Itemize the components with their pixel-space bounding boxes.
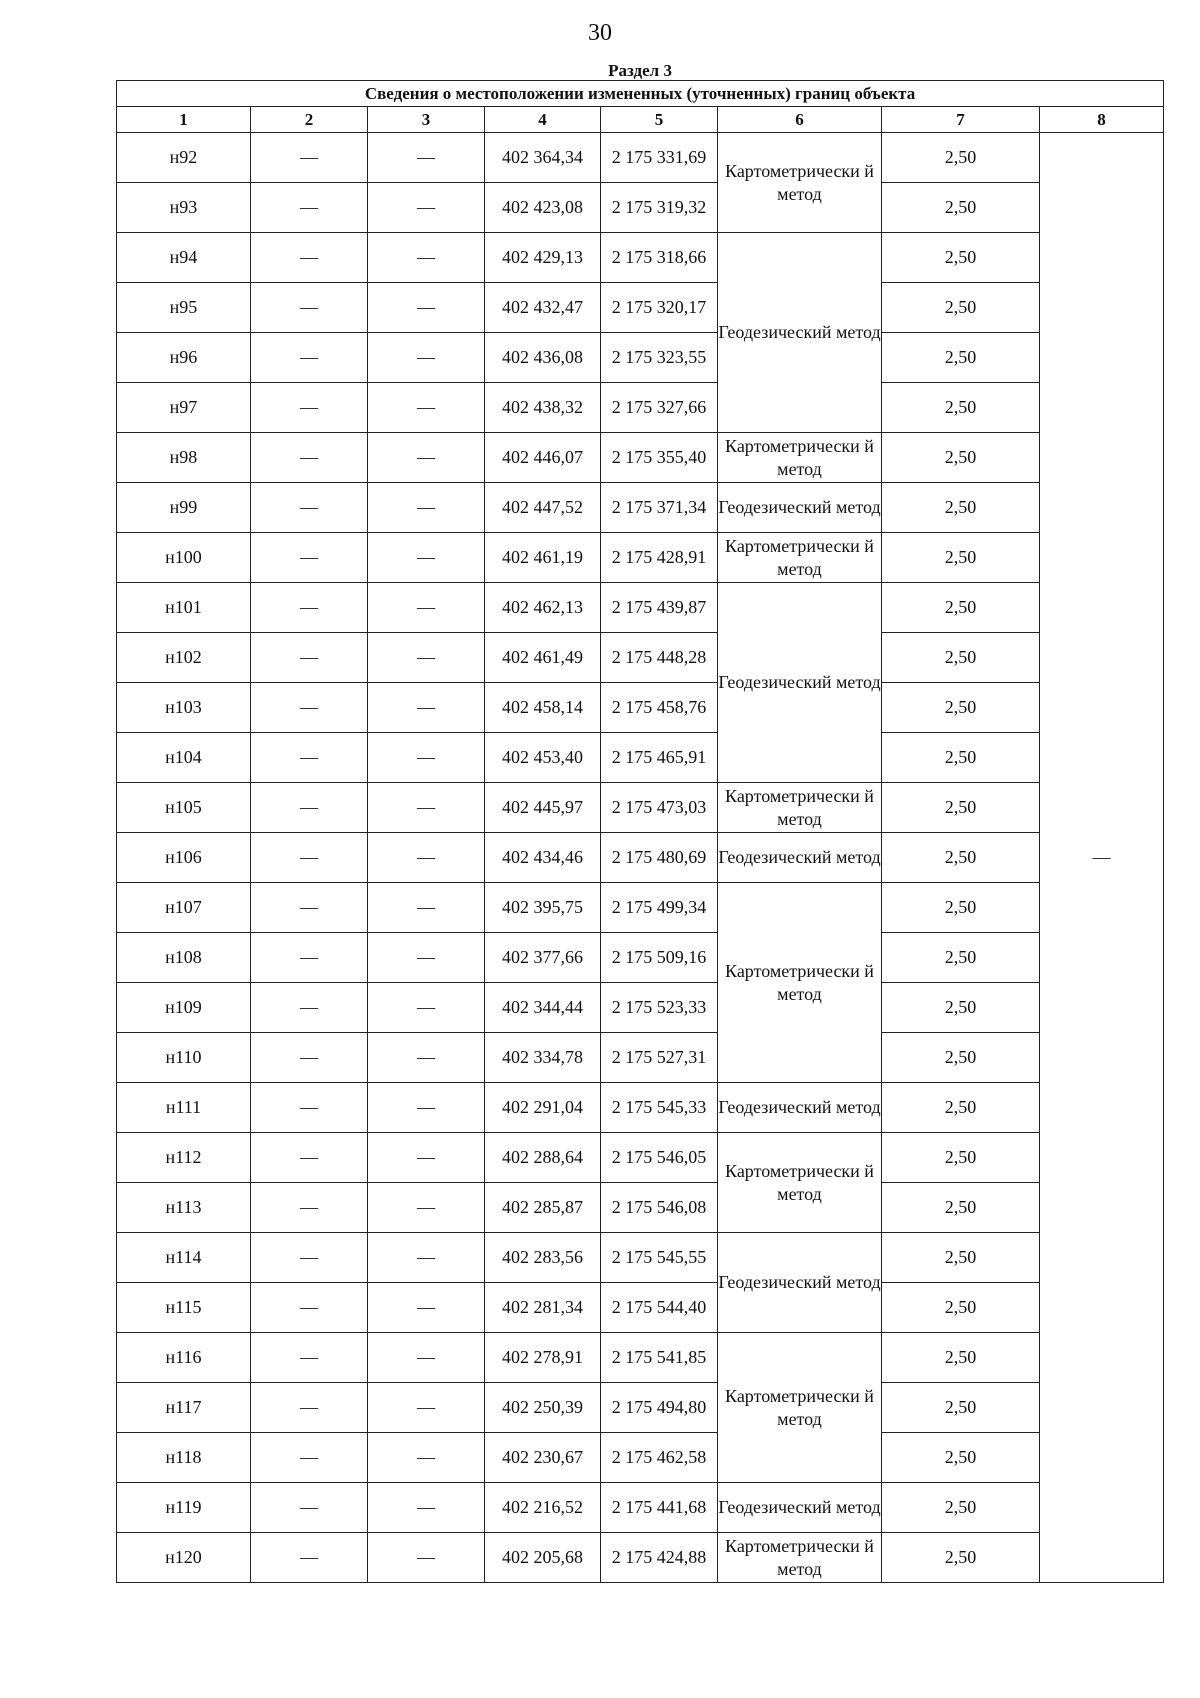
y-coordinate-cell: 2 175 327,66: [601, 383, 718, 433]
x-coordinate-cell: 402 423,08: [485, 183, 601, 233]
section-label-row: [117, 61, 1164, 81]
column-3-cell: —: [368, 1283, 485, 1333]
point-name-cell: н92: [117, 133, 251, 183]
table-row: [117, 483, 1164, 533]
point-name-cell: н103: [117, 683, 251, 733]
x-coordinate-cell: 402 283,56: [485, 1233, 601, 1283]
x-coordinate-cell: 402 458,14: [485, 683, 601, 733]
table-row: [117, 1383, 1164, 1433]
section-label: Раздел 3: [608, 61, 672, 80]
x-coordinate-cell: 402 461,49: [485, 633, 601, 683]
y-coordinate-cell: 2 175 465,91: [601, 733, 718, 783]
column-3-cell: —: [368, 483, 485, 533]
y-coordinate-cell: 2 175 545,33: [601, 1083, 718, 1133]
x-coordinate-cell: 402 429,13: [485, 233, 601, 283]
y-coordinate-cell: 2 175 319,32: [601, 183, 718, 233]
table-row: [117, 1333, 1164, 1383]
accuracy-cell: 2,50: [882, 333, 1040, 383]
accuracy-cell: 2,50: [882, 183, 1040, 233]
table-row: [117, 633, 1164, 683]
header-cell: 4: [485, 107, 601, 133]
method-cell: Геодезический метод: [718, 833, 882, 883]
y-coordinate-cell: 2 175 371,34: [601, 483, 718, 533]
column-3-cell: —: [368, 283, 485, 333]
table-row: [117, 1433, 1164, 1483]
column-2-cell: —: [251, 883, 368, 933]
y-coordinate-cell: 2 175 462,58: [601, 1433, 718, 1483]
y-coordinate-cell: 2 175 509,16: [601, 933, 718, 983]
table-row: [117, 583, 1164, 633]
column-2-cell: —: [251, 233, 368, 283]
y-coordinate-cell: 2 175 439,87: [601, 583, 718, 633]
point-name-cell: н112: [117, 1133, 251, 1183]
point-name-cell: н101: [117, 583, 251, 633]
header-row: [117, 107, 1164, 133]
x-coordinate-cell: 402 445,97: [485, 783, 601, 833]
column-2-cell: —: [251, 733, 368, 783]
accuracy-cell: 2,50: [882, 133, 1040, 183]
y-coordinate-cell: 2 175 323,55: [601, 333, 718, 383]
column-2-cell: —: [251, 183, 368, 233]
method-cell: Геодезический метод: [718, 583, 882, 783]
x-coordinate-cell: 402 281,34: [485, 1283, 601, 1333]
table-row: [117, 1533, 1164, 1583]
accuracy-cell: 2,50: [882, 983, 1040, 1033]
y-coordinate-cell: 2 175 546,08: [601, 1183, 718, 1233]
column-2-cell: —: [251, 583, 368, 633]
column-2-cell: —: [251, 783, 368, 833]
y-coordinate-cell: 2 175 480,69: [601, 833, 718, 883]
column-3-cell: —: [368, 883, 485, 933]
accuracy-cell: 2,50: [882, 733, 1040, 783]
table-row: [117, 383, 1164, 433]
y-coordinate-cell: 2 175 424,88: [601, 1533, 718, 1583]
column-3-cell: —: [368, 1333, 485, 1383]
column-3-cell: —: [368, 683, 485, 733]
table-row: [117, 1133, 1164, 1183]
table-row: [117, 783, 1164, 833]
y-coordinate-cell: 2 175 527,31: [601, 1033, 718, 1083]
column-3-cell: —: [368, 783, 485, 833]
column-3-cell: —: [368, 1483, 485, 1533]
column-2-cell: —: [251, 483, 368, 533]
method-cell: Геодезический метод: [718, 483, 882, 533]
accuracy-cell: 2,50: [882, 683, 1040, 733]
column-2-cell: —: [251, 1533, 368, 1583]
point-name-cell: н116: [117, 1333, 251, 1383]
method-cell: Картометрически й метод: [718, 533, 882, 583]
point-name-cell: н107: [117, 883, 251, 933]
accuracy-cell: 2,50: [882, 283, 1040, 333]
column-2-cell: —: [251, 1083, 368, 1133]
accuracy-cell: 2,50: [882, 1183, 1040, 1233]
column-3-cell: —: [368, 533, 485, 583]
method-cell: Геодезический метод: [718, 1083, 882, 1133]
table-row: [117, 283, 1164, 333]
point-name-cell: н113: [117, 1183, 251, 1233]
table-row: [117, 333, 1164, 383]
column-2-cell: —: [251, 633, 368, 683]
point-name-cell: н120: [117, 1533, 251, 1583]
column-3-cell: —: [368, 383, 485, 433]
page-number: 30: [588, 20, 612, 46]
point-name-cell: н96: [117, 333, 251, 383]
x-coordinate-cell: 402 436,08: [485, 333, 601, 383]
column-2-cell: —: [251, 1233, 368, 1283]
y-coordinate-cell: 2 175 320,17: [601, 283, 718, 333]
method-cell: Картометрически й метод: [718, 1133, 882, 1233]
point-name-cell: н118: [117, 1433, 251, 1483]
x-coordinate-cell: 402 364,34: [485, 133, 601, 183]
x-coordinate-cell: 402 285,87: [485, 1183, 601, 1233]
accuracy-cell: 2,50: [882, 783, 1040, 833]
accuracy-cell: 2,50: [882, 233, 1040, 283]
column-2-cell: —: [251, 933, 368, 983]
x-coordinate-cell: 402 205,68: [485, 1533, 601, 1583]
accuracy-cell: 2,50: [882, 1533, 1040, 1583]
accuracy-cell: 2,50: [882, 633, 1040, 683]
accuracy-cell: 2,50: [882, 1083, 1040, 1133]
point-name-cell: н115: [117, 1283, 251, 1333]
accuracy-cell: 2,50: [882, 1333, 1040, 1383]
point-name-cell: н99: [117, 483, 251, 533]
column-3-cell: —: [368, 183, 485, 233]
header-cell: 3: [368, 107, 485, 133]
y-coordinate-cell: 2 175 355,40: [601, 433, 718, 483]
table-row: [117, 983, 1164, 1033]
column-2-cell: —: [251, 283, 368, 333]
method-cell: Картометрически й метод: [718, 1533, 882, 1583]
column-3-cell: —: [368, 1183, 485, 1233]
point-name-cell: н114: [117, 1233, 251, 1283]
y-coordinate-cell: 2 175 458,76: [601, 683, 718, 733]
table-row: [117, 833, 1164, 883]
column-2-cell: —: [251, 333, 368, 383]
x-coordinate-cell: 402 250,39: [485, 1383, 601, 1433]
accuracy-cell: 2,50: [882, 1133, 1040, 1183]
table-row: [117, 1083, 1164, 1133]
x-coordinate-cell: 402 432,47: [485, 283, 601, 333]
column-3-cell: —: [368, 1383, 485, 1433]
method-cell: Геодезический метод: [718, 1483, 882, 1533]
table-row: [117, 233, 1164, 283]
x-coordinate-cell: 402 334,78: [485, 1033, 601, 1083]
column-3-cell: —: [368, 983, 485, 1033]
header-cell: 7: [882, 107, 1040, 133]
table-row: [117, 1483, 1164, 1533]
column-3-cell: —: [368, 333, 485, 383]
point-name-cell: н100: [117, 533, 251, 583]
table-row: [117, 183, 1164, 233]
accuracy-cell: 2,50: [882, 1283, 1040, 1333]
y-coordinate-cell: 2 175 441,68: [601, 1483, 718, 1533]
point-name-cell: н119: [117, 1483, 251, 1533]
point-name-cell: н117: [117, 1383, 251, 1433]
x-coordinate-cell: 402 461,19: [485, 533, 601, 583]
accuracy-cell: 2,50: [882, 833, 1040, 883]
point-name-cell: н110: [117, 1033, 251, 1083]
y-coordinate-cell: 2 175 494,80: [601, 1383, 718, 1433]
x-coordinate-cell: 402 377,66: [485, 933, 601, 983]
header-cell: 6: [718, 107, 882, 133]
x-coordinate-cell: 402 462,13: [485, 583, 601, 633]
x-coordinate-cell: 402 453,40: [485, 733, 601, 783]
table-row: [117, 1033, 1164, 1083]
y-coordinate-cell: 2 175 428,91: [601, 533, 718, 583]
y-coordinate-cell: 2 175 473,03: [601, 783, 718, 833]
point-name-cell: н106: [117, 833, 251, 883]
point-name-cell: н109: [117, 983, 251, 1033]
accuracy-cell: 2,50: [882, 933, 1040, 983]
table-title-row: [117, 81, 1164, 107]
point-name-cell: н93: [117, 183, 251, 233]
table-row: [117, 933, 1164, 983]
column-2-cell: —: [251, 683, 368, 733]
point-name-cell: н108: [117, 933, 251, 983]
column-8-cell: —: [1040, 133, 1164, 1583]
table-row: [117, 433, 1164, 483]
y-coordinate-cell: 2 175 544,40: [601, 1283, 718, 1333]
method-cell: Картометрически й метод: [718, 1333, 882, 1483]
y-coordinate-cell: 2 175 523,33: [601, 983, 718, 1033]
column-3-cell: —: [368, 633, 485, 683]
accuracy-cell: 2,50: [882, 533, 1040, 583]
method-cell: Геодезический метод: [718, 1233, 882, 1333]
method-cell: Картометрически й метод: [718, 433, 882, 483]
y-coordinate-cell: 2 175 499,34: [601, 883, 718, 933]
column-2-cell: —: [251, 1333, 368, 1383]
table-row: [117, 133, 1164, 183]
header-cell: 8: [1040, 107, 1164, 133]
point-name-cell: н98: [117, 433, 251, 483]
x-coordinate-cell: 402 216,52: [485, 1483, 601, 1533]
column-3-cell: —: [368, 1033, 485, 1083]
point-name-cell: н105: [117, 783, 251, 833]
point-name-cell: н104: [117, 733, 251, 783]
header-cell: 1: [117, 107, 251, 133]
column-3-cell: —: [368, 1533, 485, 1583]
column-2-cell: —: [251, 1133, 368, 1183]
accuracy-cell: 2,50: [882, 383, 1040, 433]
column-2-cell: —: [251, 533, 368, 583]
accuracy-cell: 2,50: [882, 583, 1040, 633]
x-coordinate-cell: 402 438,32: [485, 383, 601, 433]
accuracy-cell: 2,50: [882, 1033, 1040, 1083]
table-row: [117, 883, 1164, 933]
y-coordinate-cell: 2 175 448,28: [601, 633, 718, 683]
column-2-cell: —: [251, 1183, 368, 1233]
point-name-cell: н102: [117, 633, 251, 683]
column-3-cell: —: [368, 833, 485, 883]
x-coordinate-cell: 402 230,67: [485, 1433, 601, 1483]
point-name-cell: н95: [117, 283, 251, 333]
accuracy-cell: 2,50: [882, 483, 1040, 533]
column-2-cell: —: [251, 983, 368, 1033]
column-2-cell: —: [251, 1033, 368, 1083]
accuracy-cell: 2,50: [882, 1433, 1040, 1483]
table-row: [117, 683, 1164, 733]
y-coordinate-cell: 2 175 541,85: [601, 1333, 718, 1383]
accuracy-cell: 2,50: [882, 1233, 1040, 1283]
table-row: [117, 533, 1164, 583]
column-3-cell: —: [368, 133, 485, 183]
column-3-cell: —: [368, 1433, 485, 1483]
x-coordinate-cell: 402 278,91: [485, 1333, 601, 1383]
x-coordinate-cell: 402 344,44: [485, 983, 601, 1033]
table-row: [117, 1283, 1164, 1333]
column-3-cell: —: [368, 1133, 485, 1183]
column-2-cell: —: [251, 833, 368, 883]
x-coordinate-cell: 402 395,75: [485, 883, 601, 933]
table-title: Сведения о местоположении измененных (уточненных) границ объекта: [117, 81, 1164, 107]
point-name-cell: н111: [117, 1083, 251, 1133]
y-coordinate-cell: 2 175 545,55: [601, 1233, 718, 1283]
column-2-cell: —: [251, 133, 368, 183]
point-name-cell: н94: [117, 233, 251, 283]
method-cell: Картометрически й метод: [718, 883, 882, 1083]
header-cell: 2: [251, 107, 368, 133]
y-coordinate-cell: 2 175 318,66: [601, 233, 718, 283]
column-3-cell: —: [368, 233, 485, 283]
column-3-cell: —: [368, 433, 485, 483]
column-2-cell: —: [251, 433, 368, 483]
x-coordinate-cell: 402 434,46: [485, 833, 601, 883]
table-row: [117, 1183, 1164, 1233]
column-2-cell: —: [251, 1383, 368, 1433]
column-3-cell: —: [368, 1233, 485, 1283]
point-name-cell: н97: [117, 383, 251, 433]
coordinates-table: [116, 61, 1164, 1583]
column-2-cell: —: [251, 383, 368, 433]
column-2-cell: —: [251, 1283, 368, 1333]
method-cell: Картометрически й метод: [718, 783, 882, 833]
x-coordinate-cell: 402 288,64: [485, 1133, 601, 1183]
y-coordinate-cell: 2 175 546,05: [601, 1133, 718, 1183]
column-2-cell: —: [251, 1433, 368, 1483]
accuracy-cell: 2,50: [882, 883, 1040, 933]
table-row: [117, 733, 1164, 783]
header-cell: 5: [601, 107, 718, 133]
column-3-cell: —: [368, 583, 485, 633]
column-3-cell: —: [368, 1083, 485, 1133]
x-coordinate-cell: 402 447,52: [485, 483, 601, 533]
method-cell: Геодезический метод: [718, 233, 882, 433]
x-coordinate-cell: 402 291,04: [485, 1083, 601, 1133]
column-2-cell: —: [251, 1483, 368, 1533]
table-row: [117, 1233, 1164, 1283]
x-coordinate-cell: 402 446,07: [485, 433, 601, 483]
accuracy-cell: 2,50: [882, 433, 1040, 483]
column-3-cell: —: [368, 733, 485, 783]
y-coordinate-cell: 2 175 331,69: [601, 133, 718, 183]
method-cell: Картометрически й метод: [718, 133, 882, 233]
accuracy-cell: 2,50: [882, 1483, 1040, 1533]
accuracy-cell: 2,50: [882, 1383, 1040, 1433]
column-3-cell: —: [368, 933, 485, 983]
